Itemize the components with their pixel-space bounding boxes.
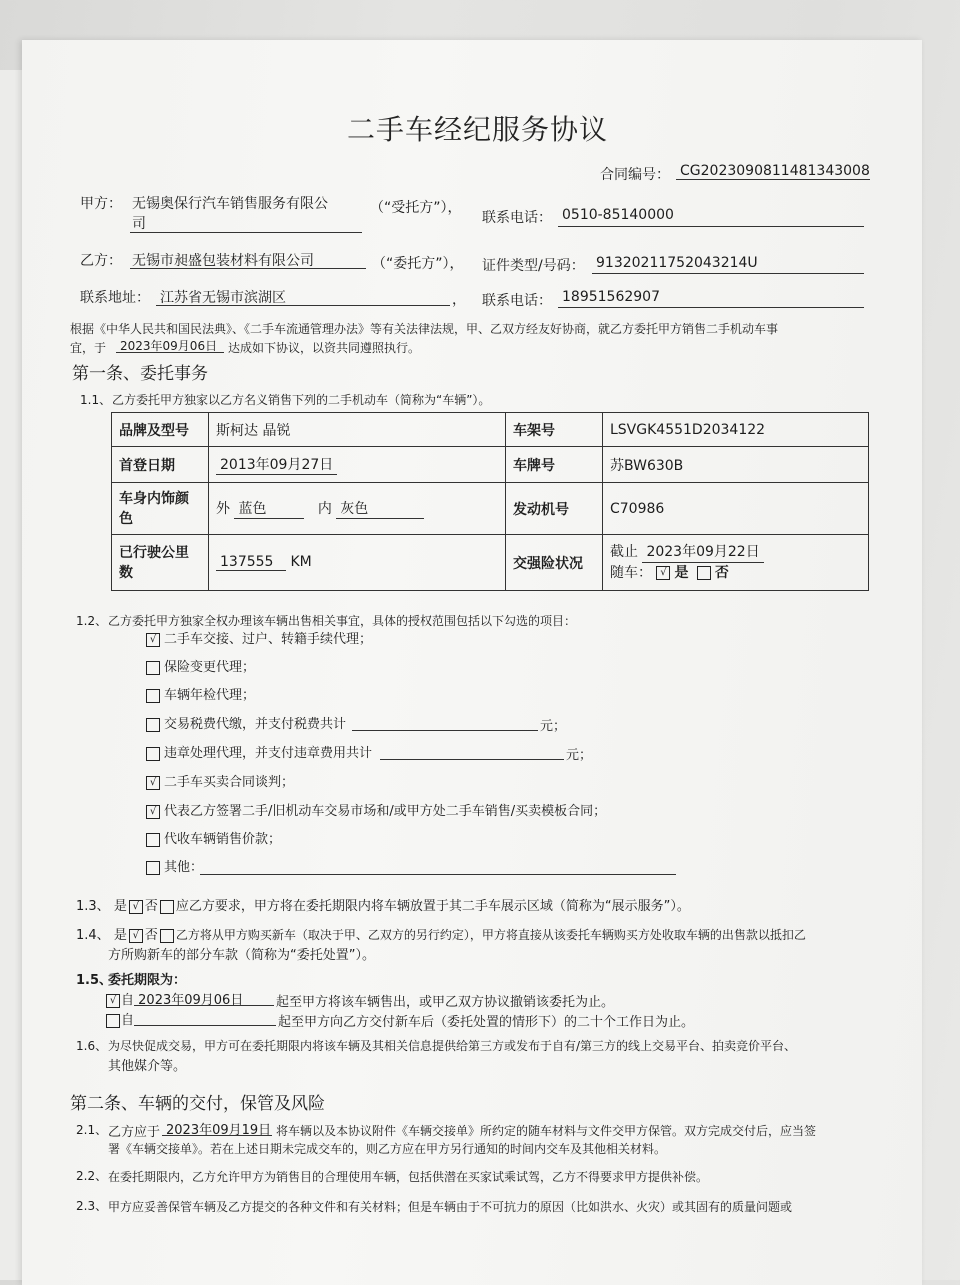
with-car-yes-checkbox[interactable]: √: [656, 566, 670, 580]
party-b-addr-label: 联系地址：: [80, 290, 150, 306]
clause-1-6-line-2: 其他媒介等。: [108, 1059, 187, 1074]
with-car-yes-label: 是: [674, 565, 689, 581]
term-option-2-text: 起至甲方向乙方交付新车后（委托处置的情形下）的二十个工作日为止。: [278, 1015, 695, 1030]
color-cell: [209, 483, 506, 535]
term-option-1-checkbox[interactable]: √: [106, 994, 120, 1008]
clause-2-2-text: 在委托期限内，乙方允许甲方为销售目的合理使用车辆，包括供潜在买家试乘试驾，乙方不得要求甲方提供补偿。: [108, 1170, 709, 1184]
scope-checkbox[interactable]: √: [146, 805, 160, 819]
tax-suffix: 元；: [540, 719, 567, 734]
intro-post: 达成如下协议，以资共同遵照执行。: [228, 341, 421, 355]
clause-2-1-pre: 乙方应于: [108, 1125, 161, 1140]
clause-1-1-num: 1.1、: [80, 393, 112, 407]
scope-label: 交易税费代缴，并支付税费共计: [164, 717, 347, 732]
clause-2-2-num: 2.2、: [76, 1169, 108, 1183]
with-car-label: 随车：: [610, 565, 652, 581]
scope-item: [146, 713, 346, 732]
km-value: 137555: [216, 554, 286, 571]
insurance-date: 2023年09月22日: [642, 542, 763, 563]
scope-label: 保险变更代理；: [164, 660, 256, 675]
clause-2-1-line-2: 署《车辆交接单》。若在上述日期未完成交车的，则乙方应在甲方另行通知的时间内交车及其他相关材料。: [108, 1142, 667, 1156]
fine-suffix: 元；: [566, 748, 593, 763]
clause-2-1-line-1: 将车辆以及本协议附件《车辆交接单》所约定的随车材料与文件交甲方保管。双方完成交付后，应当签: [276, 1124, 817, 1138]
party-b-id-label: 证件类型/号码：: [482, 258, 585, 274]
clause-1-5-num: 1.5、: [76, 973, 113, 988]
scope-label: 违章处理代理，并支付违章费用共计: [164, 746, 373, 761]
party-b-name: 无锡市昶盛包装材料有限公司: [132, 253, 314, 269]
clause-2-3-text: 甲方应妥善保管车辆及乙方提交的各种文件和有关材料；但是车辆由于不可抗力的原因（比如洪水、火灾）或其固有的质量问题或: [108, 1200, 793, 1214]
clause-1-6-num: 1.6、: [76, 1039, 108, 1053]
party-a-label: 甲方：: [80, 196, 122, 212]
ext-prefix: 外: [216, 501, 230, 517]
scope-item: [146, 828, 281, 847]
scope-item: [146, 742, 372, 761]
party-b-phone-label: 联系电话：: [482, 293, 552, 309]
scope-item: [146, 856, 203, 875]
section-1-heading: 第一条、委托事务: [72, 364, 208, 384]
clause-1-1-text: 乙方委托甲方独家以乙方名义销售下列的二手机动车（简称为“车辆”）。: [112, 393, 491, 407]
engine-label: 发动机号: [506, 483, 603, 535]
clause-1-6-line-1: 为尽快促成交易，甲方可在委托期限内将该车辆及其相关信息提供给第三方或发布于自有/第三方的线上交易平台、拍卖竞价平台、: [108, 1039, 797, 1053]
scope-label: 代表乙方签署二手/旧机动车交易市场和/或甲方处二手车销售/买卖模板合同；: [164, 804, 607, 819]
color-label: 车身内饰颜色: [112, 483, 209, 535]
reg-value: 2013年09月27日: [216, 454, 337, 475]
party-a-name-1: 无锡奥保行汽车销售服务有限公: [132, 196, 328, 212]
clause-1-3-text: 应乙方要求，甲方将在委托期限内将车辆放置于其二手车展示区域（简称为“展示服务”）。: [175, 899, 690, 914]
scope-label: 其他：: [164, 860, 204, 875]
scope-item: [146, 656, 255, 675]
clause-1-4-num: 1.4、: [76, 928, 110, 943]
intro-pre: 宜，于: [70, 341, 107, 355]
party-a-phone: 0510-85140000: [562, 207, 674, 223]
insurance-label: 交强险状况: [506, 535, 603, 591]
clause-2-3-num: 2.3、: [76, 1199, 108, 1213]
km-label: 已行驶公里数: [112, 535, 209, 591]
section-2-heading: 第二条、车辆的交付，保管及风险: [70, 1094, 325, 1114]
int-color: 灰色: [336, 498, 424, 519]
engine-value: C70986: [603, 483, 869, 535]
clause-1-4-yes-checkbox[interactable]: √: [129, 929, 143, 943]
insurance-prefix: 截止: [610, 544, 638, 560]
document-title: 二手车经纪服务协议: [347, 113, 609, 146]
vin-value: LSVGK4551D2034122: [603, 413, 869, 447]
scope-item: [146, 628, 372, 647]
scope-label: 二手车买卖合同谈判；: [164, 775, 295, 790]
clause-1-4-no-label: 否: [144, 928, 158, 943]
with-car-no-label: 否: [714, 565, 729, 581]
clause-2-1-num: 2.1、: [76, 1123, 108, 1137]
clause-1-3-no-label: 否: [144, 899, 158, 914]
party-b-label: 乙方：: [80, 253, 122, 269]
scope-checkbox[interactable]: [146, 833, 160, 847]
term-option-2-checkbox[interactable]: [106, 1014, 120, 1028]
km-unit: KM: [290, 554, 312, 570]
scope-checkbox[interactable]: [146, 718, 160, 732]
term-option-2-from: 自: [121, 1013, 135, 1028]
intro-line-1: 根据《中华人民共和国民法典》、《二手车流通管理办法》等有关法律法规，甲、乙双方经友好协商，就乙方委托甲方销售二手机动车事: [70, 322, 779, 336]
clause-1-3-yes-label: 是: [113, 899, 127, 914]
party-b-addr: 江苏省无锡市滨湖区: [160, 290, 286, 306]
intro-date: 2023年09月06日: [120, 339, 218, 353]
clause-1-4-line-2: 方所购新车的部分车款（简称为“委托处置”）。: [108, 948, 375, 963]
clause-1-4-no-checkbox[interactable]: [160, 929, 174, 943]
vehicle-table: [111, 412, 869, 591]
reg-cell: [209, 447, 506, 483]
scope-label: 代收车辆销售价款；: [164, 832, 282, 847]
party-b-role: （“委托方”），: [372, 256, 464, 272]
clause-1-5-heading: 委托期限为：: [108, 973, 187, 988]
party-a-name-2: 司: [132, 216, 146, 232]
term-option-2: [106, 1009, 134, 1028]
clause-1-3: [76, 895, 690, 914]
scope-checkbox[interactable]: [146, 861, 160, 875]
scope-checkbox[interactable]: √: [146, 633, 160, 647]
scope-label: 二手车交接、过户、转籍手续代理；: [164, 632, 373, 647]
party-b-addr-sep: ，: [452, 292, 466, 308]
scope-checkbox[interactable]: [146, 747, 160, 761]
scope-checkbox[interactable]: √: [146, 776, 160, 790]
insurance-cell: [603, 535, 869, 591]
scope-item: [146, 684, 255, 703]
clause-1-2-num: 1.2、: [76, 614, 108, 628]
brand-value: 斯柯达 晶锐: [209, 413, 506, 447]
reg-label: 首登日期: [112, 447, 209, 483]
contract-no-label: 合同编号：: [600, 167, 670, 183]
term-option-1-date: 2023年09月06日: [138, 993, 244, 1008]
term-option-1-from: 自: [121, 993, 135, 1008]
plate-value: 苏BW630B: [603, 447, 869, 483]
party-b-id-value: 91320211752043214U: [596, 255, 758, 271]
contract-no-value: CG2023090811481343008: [676, 163, 870, 180]
clause-1-4-yes-label: 是: [113, 928, 127, 943]
plate-label: 车牌号: [506, 447, 603, 483]
scope-checkbox[interactable]: [146, 689, 160, 703]
int-prefix: 内: [317, 501, 332, 517]
brand-label: 品牌及型号: [112, 413, 209, 447]
term-option-1-text: 起至甲方将该车辆售出，或甲乙双方协议撤销该委托为止。: [276, 995, 615, 1010]
clause-1-2-text: 乙方委托甲方独家全权办理该车辆出售相关事宜，具体的授权范围包括以下勾选的项目：: [108, 614, 577, 628]
scope-item: [146, 771, 294, 790]
clause-1-4: [76, 924, 806, 943]
party-b-phone: 18951562907: [562, 289, 660, 305]
with-car-no-checkbox[interactable]: [697, 566, 711, 580]
scope-item: [146, 800, 606, 819]
clause-1-3-yes-checkbox[interactable]: √: [129, 900, 143, 914]
party-a-phone-label: 联系电话：: [482, 210, 552, 226]
clause-1-3-num: 1.3、: [76, 899, 110, 914]
clause-1-4-line-1: 乙方将从甲方购买新车（取决于甲、乙双方的另行约定），甲方将直接从该委托车辆购买方处收取车辆的出售款以抵扣乙: [175, 928, 806, 942]
clause-2-1-date: 2023年09月19日: [166, 1123, 272, 1138]
km-cell: [209, 535, 506, 591]
clause-1-3-no-checkbox[interactable]: [160, 900, 174, 914]
scope-label: 车辆年检代理；: [164, 688, 256, 703]
ext-color: 蓝色: [234, 498, 304, 519]
scope-checkbox[interactable]: [146, 661, 160, 675]
vin-label: 车架号: [506, 413, 603, 447]
party-a-role: （“受托方”），: [370, 200, 462, 216]
